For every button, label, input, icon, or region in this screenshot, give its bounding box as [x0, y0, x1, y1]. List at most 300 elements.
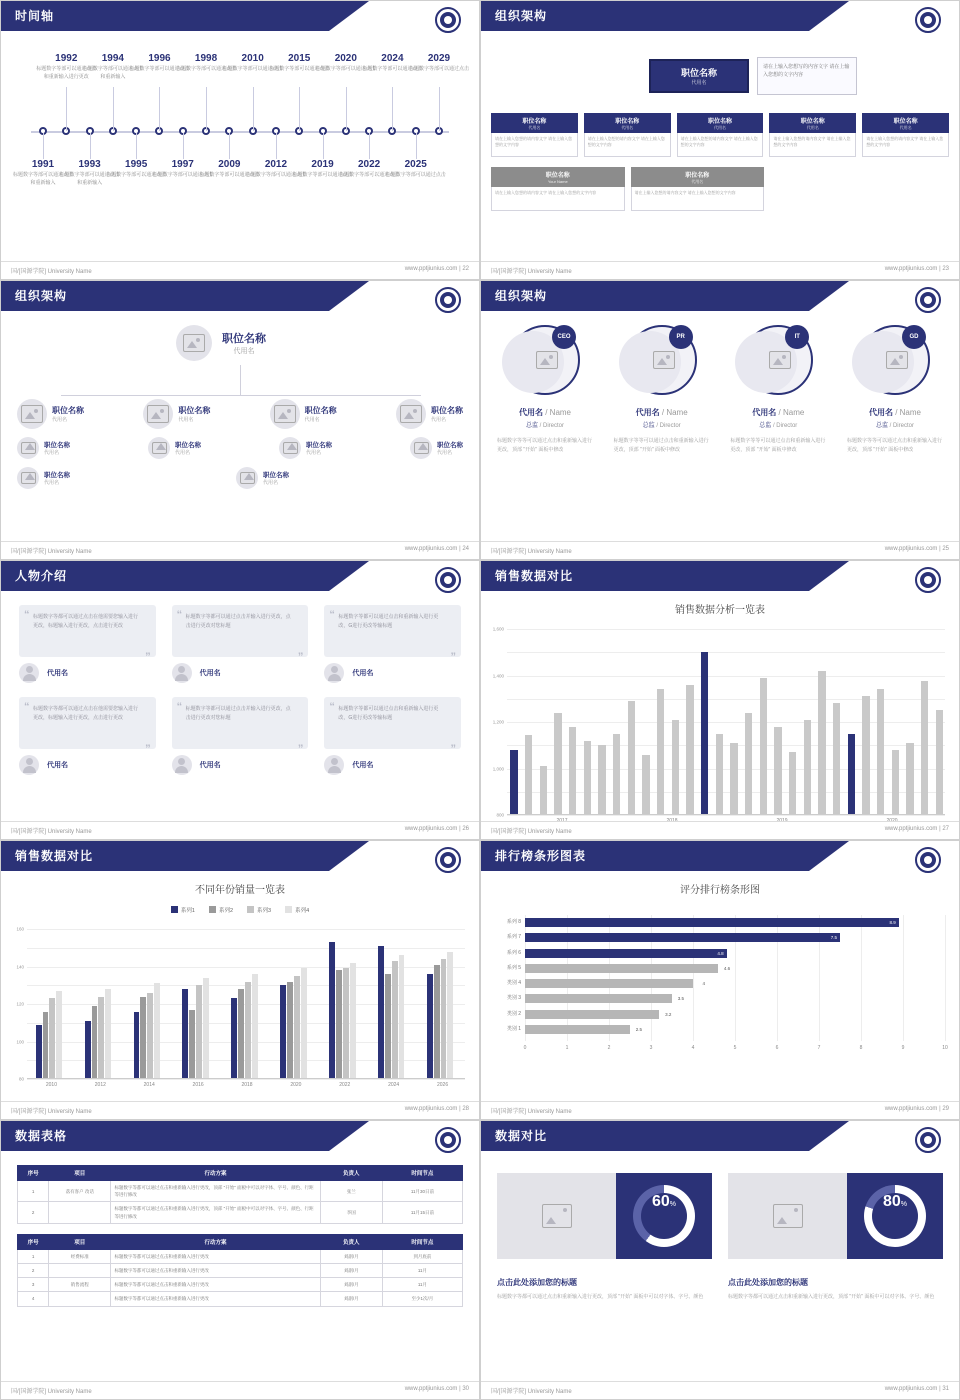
- person-card[interactable]: [19, 697, 156, 775]
- timeline-year: 1996: [148, 53, 171, 64]
- team-member[interactable]: [608, 319, 716, 455]
- avatar: [324, 663, 344, 683]
- slide-title: 排行榜条形图表: [495, 849, 587, 863]
- bar-value: 7.5: [830, 935, 837, 941]
- table-cell: 11月15日前: [382, 1202, 462, 1223]
- bar: [447, 952, 453, 1080]
- bar: [134, 1012, 140, 1080]
- org-node[interactable]: [17, 467, 70, 489]
- legend-swatch: [247, 906, 254, 913]
- table-header-cell: 项目: [49, 1166, 111, 1181]
- bar: [628, 701, 635, 815]
- slide-sales-compare-1: [480, 560, 960, 840]
- team-member[interactable]: [491, 319, 599, 455]
- org-node[interactable]: [148, 437, 201, 459]
- table-cell: 标题数字等都可以通过点击和重新输入进行更改: [111, 1263, 320, 1277]
- person-quote: 标题数字等都可以通过点击在他需要您输入进行更改，标题输入进行更改，点击进行更改: [19, 605, 156, 657]
- bar: [525, 979, 705, 988]
- team-member[interactable]: [841, 319, 949, 455]
- slide-body: [17, 1165, 463, 1379]
- org-note: 请在上输入您想写的内容文字 请在上输入您想的文字内容: [757, 57, 857, 95]
- x-axis: [27, 1078, 465, 1079]
- bar-row: [506, 918, 945, 927]
- member-name: 代用名 / Name: [635, 408, 688, 417]
- footer-left: 国/[国源学院] University Name: [11, 549, 92, 555]
- quote-close-icon: ”: [297, 651, 304, 663]
- gridline: [507, 815, 945, 816]
- slide-title: 组织架构: [495, 9, 548, 23]
- bar: [598, 745, 605, 815]
- member-badge: PR: [669, 325, 693, 349]
- y-tick-label: 120: [16, 1001, 24, 1007]
- timeline-year: 2020: [334, 53, 357, 64]
- timeline-tick: [66, 87, 67, 131]
- member-name: 代用名 / Name: [752, 408, 805, 417]
- table-cell: [49, 1202, 111, 1223]
- org-node-avatar-icon: [270, 399, 300, 429]
- brand-logo-icon: [915, 847, 941, 873]
- org-node-name: 职位名称: [615, 118, 640, 125]
- org-node-sub: Your Name: [547, 179, 568, 184]
- org-node-avatar-icon: [148, 437, 170, 459]
- table-cell: 11月: [382, 1278, 462, 1292]
- timeline-tick: [392, 87, 393, 131]
- donut-card: [728, 1173, 943, 1259]
- image-placeholder-icon: [728, 1173, 847, 1259]
- person-quote: 标题数字等都可以通过点击在他需要您输入进行更改，标题输入进行更改，点击进行更改: [19, 697, 156, 749]
- bar-label: 系列 5: [506, 964, 521, 971]
- timeline-tick: [136, 133, 137, 159]
- org-node-avatar-icon: [410, 437, 432, 459]
- table-cell: 4: [18, 1292, 49, 1306]
- bar: [862, 696, 869, 815]
- timeline-year: 2024: [381, 53, 404, 64]
- brand-logo-icon: [915, 1127, 941, 1153]
- org-node-sub: 代用名: [713, 124, 726, 130]
- footer-right: www.pptjiunius.com | 23: [884, 266, 949, 272]
- chart-title: 不同年份销量一览表: [195, 885, 285, 896]
- donut-paragraph: 标题数字等都可以通过点击和重新输入进行更改，顶部 "开始" 面板中可以对字体、字号、颜色: [497, 1294, 704, 1300]
- x-tick-label: 4: [691, 1045, 695, 1051]
- footer-right: www.pptjiunius.com | 24: [404, 546, 469, 552]
- bar: [584, 741, 591, 815]
- table-header-cell: 负责人: [320, 1166, 382, 1181]
- table-cell: 2: [18, 1263, 49, 1277]
- bar-label: 类别 3: [506, 995, 521, 1002]
- x-tick-label: 5: [733, 1045, 737, 1051]
- timeline-text: 标题数字等部可以通过点击和重新输入: [59, 172, 120, 186]
- person-footer: [324, 755, 461, 775]
- bar: [441, 959, 447, 1079]
- bar: [892, 750, 899, 815]
- donut-unit: %: [669, 1201, 677, 1208]
- bar-value: 4.8: [717, 950, 724, 956]
- member-photo-ring: [627, 325, 697, 395]
- slide-footer: [481, 261, 959, 279]
- slide-data-compare: [480, 1120, 960, 1400]
- footer-right: www.pptjiunius.com | 25: [884, 546, 949, 552]
- legend-item: [209, 899, 233, 917]
- table-cell: 标题数字等都可以通过点击和重新输入进行更改: [111, 1292, 320, 1306]
- timeline-text: 标题数字等部可以通过点击: [339, 172, 400, 178]
- table-cell: [49, 1263, 111, 1277]
- bar: [182, 989, 188, 1079]
- footer-left: 国/[国源学院] University Name: [11, 829, 92, 835]
- bar: [36, 1025, 42, 1079]
- table-row: [18, 1249, 463, 1263]
- bar: [399, 955, 405, 1079]
- people-card-grid: [19, 605, 461, 775]
- org-node-name: 职位名称: [707, 118, 732, 125]
- donut-text: [497, 1277, 712, 1303]
- slide-footer: [481, 821, 959, 839]
- table-header-cell: 序号: [18, 1166, 49, 1181]
- timeline-tick: [90, 133, 91, 159]
- gridline: [16, 926, 465, 932]
- legend-label: 系列1: [180, 908, 195, 914]
- donut-card: [497, 1173, 712, 1259]
- x-tick-label: 2024: [388, 1082, 400, 1088]
- org-node[interactable]: [862, 113, 949, 157]
- chart-legend: [1, 899, 479, 917]
- org-node-sub: 代用名: [178, 417, 194, 423]
- x-tick-label: 0: [523, 1045, 527, 1051]
- footer-right: www.pptjiunius.com | 28: [404, 1106, 469, 1112]
- member-photo-ring: [510, 325, 580, 395]
- timeline-tick: [229, 133, 230, 159]
- member-photo-ring: [743, 325, 813, 395]
- bar-value: 3.5: [677, 996, 684, 1002]
- org-node[interactable]: [584, 113, 671, 157]
- brand-logo-icon: [915, 567, 941, 593]
- bar: [921, 681, 928, 815]
- org-node[interactable]: [491, 113, 578, 157]
- donut-center: [872, 1193, 918, 1239]
- person-name: 代用名: [352, 670, 374, 677]
- timeline-text: 标题数字等部可以通过点击: [408, 66, 469, 72]
- quote-close-icon: ”: [145, 651, 151, 663]
- timeline-text: 标题数字等部可以通过点击: [245, 172, 306, 178]
- org-root-node: [176, 325, 266, 361]
- gridline: [27, 1079, 465, 1080]
- org-node[interactable]: [677, 113, 764, 157]
- org-node[interactable]: [236, 467, 289, 489]
- person-card[interactable]: [324, 605, 461, 683]
- x-tick-label: 2: [607, 1045, 611, 1051]
- org-node[interactable]: [17, 399, 84, 429]
- timeline-year: 2009: [218, 159, 241, 170]
- avatar: [19, 755, 39, 775]
- x-tick-label: 2022: [339, 1082, 351, 1088]
- timeline-year: 1992: [55, 53, 78, 64]
- legend-label: 系列2: [218, 908, 233, 914]
- org-node-body: 请在上输入您想的请内容文字 请在上输入您想的文字内容: [862, 133, 949, 157]
- org-node-body: 请在上输入您想的请内容文字 请在上输入您想的文字内容: [631, 187, 765, 211]
- bar-label: 系列 6: [506, 949, 521, 956]
- org-node-avatar-icon: [279, 437, 301, 459]
- timeline-tick: [416, 133, 417, 159]
- slide-header: [481, 1121, 959, 1151]
- donut-paragraph: 标题数字等都可以通过点击和重新输入进行更改，顶部 "开始" 面板中可以对字体、字号、颜色: [728, 1294, 935, 1300]
- org-node-sub: 代用名: [806, 124, 819, 130]
- table-cell: 落有客户 改话: [49, 1181, 111, 1202]
- bar: [98, 997, 104, 1080]
- org-node-name: 职位名称: [44, 442, 70, 449]
- slide-body: [481, 39, 959, 259]
- org-node-sub: 代用名: [304, 417, 320, 423]
- quote-close-icon: ”: [450, 743, 456, 755]
- timeline-tick: [276, 133, 277, 159]
- bar: [280, 985, 286, 1079]
- slide-body: [481, 599, 959, 819]
- org-connector: [240, 365, 241, 395]
- slide-title: 组织架构: [15, 289, 68, 303]
- table-cell: 张兰: [320, 1181, 382, 1202]
- member-role: 总监 / Director: [759, 423, 798, 429]
- org-node-name: 职位名称: [437, 442, 463, 449]
- org-node[interactable]: [270, 399, 337, 429]
- table-header-row: [18, 1166, 463, 1181]
- timeline-text: 标题数字等部可以通过点击: [269, 66, 330, 72]
- bar-label: 类别 4: [506, 980, 521, 987]
- table-cell: [49, 1292, 111, 1306]
- horizontal-bar-chart: [506, 915, 948, 1055]
- org-node-name: 职位名称: [306, 442, 332, 449]
- gridline: [492, 626, 945, 632]
- footer-left: 国/[国源学院] University Name: [491, 1389, 572, 1395]
- org-root-avatar-icon: [176, 325, 212, 361]
- timeline-text: 标题数字等部可以通过点击: [129, 66, 190, 72]
- org-node-head: [491, 113, 578, 133]
- person-card[interactable]: [324, 697, 461, 775]
- person-name: 代用名: [47, 762, 68, 769]
- x-axis: [507, 814, 945, 815]
- team-member[interactable]: [724, 319, 832, 455]
- legend-swatch: [209, 906, 216, 913]
- person-card[interactable]: [172, 605, 309, 683]
- bar-value: 3.2: [665, 1011, 672, 1017]
- slide-title: 人物介绍: [15, 569, 68, 583]
- table-cell: 至少1次/月: [382, 1292, 462, 1306]
- x-tick-label: 2012: [94, 1082, 106, 1088]
- org-level-3: [17, 437, 463, 459]
- bar-label: 系列 8: [506, 919, 521, 926]
- person-quote: 标题数字等都可以通过点击和重新输入进行更改，G进行更改等输标题: [324, 697, 461, 749]
- bar: [350, 963, 356, 1079]
- org-node-body: 请在上输入您想的请内容文字 请在上输入您想的文字内容: [584, 133, 671, 157]
- donut-unit: %: [900, 1201, 908, 1208]
- timeline-year: 2015: [288, 53, 311, 64]
- bar-row: [506, 933, 945, 942]
- bar: [525, 1025, 642, 1034]
- org-node[interactable]: [410, 437, 463, 459]
- org-root-node: [649, 59, 749, 93]
- org-node-sub: 代用名: [528, 124, 541, 130]
- person-footer: [172, 663, 309, 683]
- bar: [569, 727, 576, 815]
- slide-footer: [481, 541, 959, 559]
- table-header-row: [18, 1234, 463, 1249]
- slide-footer: [1, 821, 479, 839]
- timeline-text: 标题数字等部可以通过点击: [176, 66, 237, 72]
- timeline-text: 标题数字等部可以通过点击: [385, 172, 446, 178]
- y-tick-label: 160: [16, 926, 24, 932]
- donut-panel: [616, 1173, 712, 1259]
- member-avatar-icon: [653, 351, 675, 374]
- bar: [804, 720, 811, 815]
- donut-heading: 点击此处添加您的标题: [497, 1278, 577, 1287]
- bar: [848, 734, 855, 815]
- bar: [378, 946, 384, 1079]
- org-node[interactable]: [769, 113, 856, 157]
- member-desc: 标题数字等等可以通过点击和重新输入进行更改，顶部 "开始" 面板中修改: [730, 438, 826, 453]
- x-tick-label: 2026: [436, 1082, 449, 1088]
- y-tick-label: 100: [16, 1039, 24, 1044]
- slide-body: [481, 319, 959, 539]
- bar: [716, 734, 723, 815]
- member-desc: 标题数字等等可以通过点击和重新输入进行更改，顶部 "开始" 面板中修改: [613, 438, 709, 453]
- chart-title: 销售数据分析一览表: [675, 605, 765, 616]
- person-quote: 标题数字等都可以通过点击和重新输入进行更改，G进行更改等输标题: [324, 605, 461, 657]
- slide-header: [1, 281, 479, 311]
- y-tick-label: 1,400: [492, 673, 504, 678]
- avatar: [172, 663, 192, 683]
- brand-logo-icon: [915, 287, 941, 313]
- org-node-sub: 代用名: [263, 480, 279, 486]
- org-node-head: [677, 113, 764, 133]
- footer-right: www.pptjiunius.com | 22: [404, 266, 469, 272]
- table-cell: 经费标准: [49, 1249, 111, 1263]
- slide-title: 数据表格: [15, 1129, 68, 1143]
- org-node-name: 职位名称: [685, 172, 710, 179]
- table-cell: 标题数字等都可以通过点击和重新输入进行更改: [111, 1278, 320, 1292]
- timeline-tick: [346, 87, 347, 131]
- quote-close-icon: ”: [450, 651, 456, 663]
- org-node-body: 请在上输入您想的请内容文字 请在上输入您想的文字内容: [769, 133, 856, 157]
- org-node-sub: 代用名: [44, 450, 60, 456]
- x-tick-label: 2016: [192, 1082, 204, 1088]
- timeline-text: 标题数字等部可以通过点击: [222, 66, 283, 72]
- quote-open-icon: “: [176, 609, 183, 621]
- donut-text-list: [497, 1277, 943, 1303]
- member-name: 代用名 / Name: [868, 408, 921, 417]
- donut-value: 80: [882, 1193, 901, 1210]
- bar: [789, 752, 796, 815]
- y-tick-label: 800: [496, 812, 504, 818]
- slide-header: [1, 1121, 479, 1151]
- org-node-body: 请在上输入您想的请内容文字 请在上输入您想的文字内容: [677, 133, 764, 157]
- member-role: 总监 / Director: [642, 423, 681, 429]
- person-card[interactable]: [19, 605, 156, 683]
- org-root-name: 职位名称: [680, 68, 717, 78]
- slide-body: [1, 39, 479, 259]
- bar-label: 类别 1: [506, 1025, 521, 1032]
- table-cell: 刘副/月: [320, 1278, 382, 1292]
- bar: [818, 671, 825, 815]
- bar: [686, 685, 693, 815]
- bar: [730, 743, 737, 815]
- timeline-year: 2010: [241, 53, 264, 64]
- quote-close-icon: ”: [145, 743, 151, 755]
- legend-item: [247, 899, 271, 917]
- org-node[interactable]: [143, 399, 210, 429]
- x-tick-label: 10: [942, 1045, 948, 1051]
- slide-sales-compare-2: [0, 840, 480, 1120]
- person-card[interactable]: [172, 697, 309, 775]
- bar-row: [506, 1010, 945, 1019]
- table-cell: 李国: [320, 1202, 382, 1223]
- slide-header: [1, 1, 479, 31]
- bar: [525, 994, 684, 1003]
- org-node[interactable]: [396, 399, 463, 429]
- bar: [231, 998, 237, 1079]
- slide-header: [481, 281, 959, 311]
- timeline-tick: [183, 133, 184, 159]
- slide-footer: [1, 541, 479, 559]
- org-node-name: 职位名称: [44, 472, 70, 479]
- bar: [301, 968, 307, 1079]
- brand-logo-icon: [435, 7, 461, 33]
- slide-org-team: [480, 280, 960, 560]
- org-node-body: 请在上输入您想的请内容文字 请在上输入您想的文字内容: [491, 187, 625, 211]
- table-cell: 11月: [382, 1263, 462, 1277]
- org-node[interactable]: [17, 437, 70, 459]
- org-node-avatar-icon: [236, 467, 258, 489]
- timeline-year: 2019: [311, 159, 334, 170]
- quote-open-icon: “: [329, 701, 335, 713]
- table-cell: 1: [18, 1249, 49, 1263]
- timeline-text: 标题数字等部可以通过点击和重新输入: [82, 66, 143, 80]
- timeline-item: [384, 159, 448, 180]
- bar-row: [506, 949, 945, 958]
- bar: [760, 678, 767, 815]
- y-tick-label: 1,600: [492, 626, 504, 632]
- person-footer: [19, 663, 156, 683]
- table-cell: 11月30日前: [382, 1181, 462, 1202]
- bar-value: 8.9: [889, 920, 896, 926]
- table-header-cell: 负责人: [320, 1234, 382, 1249]
- member-avatar-icon: [769, 351, 791, 374]
- timeline-year: 2012: [264, 159, 288, 170]
- table-row: [18, 1181, 463, 1202]
- org-node[interactable]: [279, 437, 332, 459]
- x-tick-label: 9: [901, 1045, 905, 1051]
- bar-row: [506, 1025, 945, 1034]
- donut-card-list: [497, 1173, 943, 1259]
- person-name: 代用名: [199, 670, 221, 677]
- org-node[interactable]: [631, 167, 765, 211]
- member-avatar-icon: [536, 351, 558, 374]
- member-role: 总监 / Director: [525, 423, 564, 429]
- footer-left: 国/[国源学院] University Name: [11, 1109, 92, 1115]
- slide-title: 销售数据对比: [15, 849, 94, 863]
- bar: [92, 1006, 98, 1079]
- org-node-head: [491, 167, 625, 187]
- org-level-4: [17, 467, 289, 489]
- slide-body: [1, 319, 479, 539]
- org-node-sub: 代用名: [52, 417, 68, 423]
- x-tick-label: 8: [859, 1045, 863, 1051]
- org-node[interactable]: [491, 167, 625, 211]
- timeline-text: 标题数字等部可以通过点击: [199, 172, 260, 178]
- slide-title: 数据对比: [495, 1129, 548, 1143]
- person-name: 代用名: [47, 670, 68, 677]
- timeline-tick: [253, 87, 254, 131]
- member-desc: 标题数字等等可以通过点击和重新输入进行更改，顶部 "开始" 面板中修改: [846, 438, 942, 453]
- timeline-year: 1998: [194, 53, 218, 64]
- image-placeholder-icon: [497, 1173, 616, 1259]
- avatar: [19, 663, 39, 683]
